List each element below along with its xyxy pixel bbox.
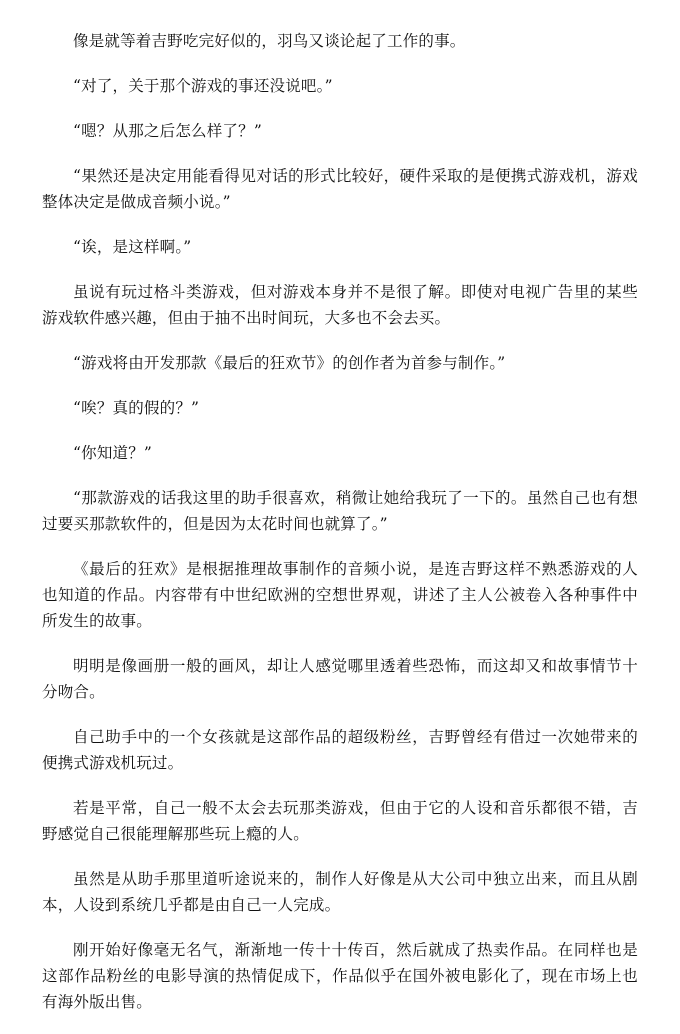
paragraph: “果然还是决定用能看得见对话的形式比较好，硬件采取的是便携式游戏机，游戏整体决定是做成音频小说。” bbox=[42, 167, 638, 211]
paragraph: 虽说有玩过格斗类游戏，但对游戏本身并不是很了解。即使对电视广告里的某些游戏软件感兴趣，但由于抽不出时间玩，大多也不会去买。 bbox=[42, 283, 638, 327]
paragraph: 刚开始好像毫无名气，渐渐地一传十十传百，然后就成了热卖作品。在同样也是这部作品粉丝的电影导演的热情促成下，作品似乎在国外被电影化了，现在市场上也有海外版出售。 bbox=[42, 941, 638, 1011]
paragraph: 明明是像画册一般的画风，却让人感觉哪里透着些恐怖，而这却又和故事情节十分吻合。 bbox=[42, 657, 638, 701]
paragraph: 《最后的狂欢》是根据推理故事制作的音频小说，是连吉野这样不熟悉游戏的人也知道的作品。内容带有中世纪欧洲的空想世界观，讲述了主人公被卷入各种事件中所发生的故事。 bbox=[42, 560, 638, 630]
paragraph: 若是平常，自己一般不太会去玩那类游戏，但由于它的人设和音乐都很不错，吉野感觉自己很能理解那些玩上瘾的人。 bbox=[42, 799, 638, 843]
paragraph: “游戏将由开发那款《最后的狂欢节》的创作者为首参与制作。” bbox=[73, 354, 506, 372]
paragraph: “那款游戏的话我这里的助手很喜欢，稍微让她给我玩了一下的。虽然自己也有想过要买那款软件的，但是因为太花时间也就算了。” bbox=[42, 489, 638, 533]
paragraph: “唉？真的假的？” bbox=[73, 399, 200, 417]
paragraph: “你知道？” bbox=[73, 444, 153, 462]
paragraph: “诶，是这样啊。” bbox=[73, 238, 192, 256]
paragraph: “嗯？从那之后怎么样了？” bbox=[73, 122, 262, 140]
paragraph: 像是就等着吉野吃完好似的，羽鸟又谈论起了工作的事。 bbox=[73, 32, 466, 50]
paragraph: 自己助手中的一个女孩就是这部作品的超级粉丝，吉野曾经有借过一次她带来的便携式游戏机玩过。 bbox=[42, 728, 638, 772]
paragraph: 虽然是从助手那里道听途说来的，制作人好像是从大公司中独立出来，而且从剧本，人设到系统几乎都是由自己一人完成。 bbox=[42, 870, 638, 914]
document-page bbox=[42, 28, 638, 1034]
paragraph: “对了，关于那个游戏的事还没说吧。” bbox=[73, 77, 333, 95]
